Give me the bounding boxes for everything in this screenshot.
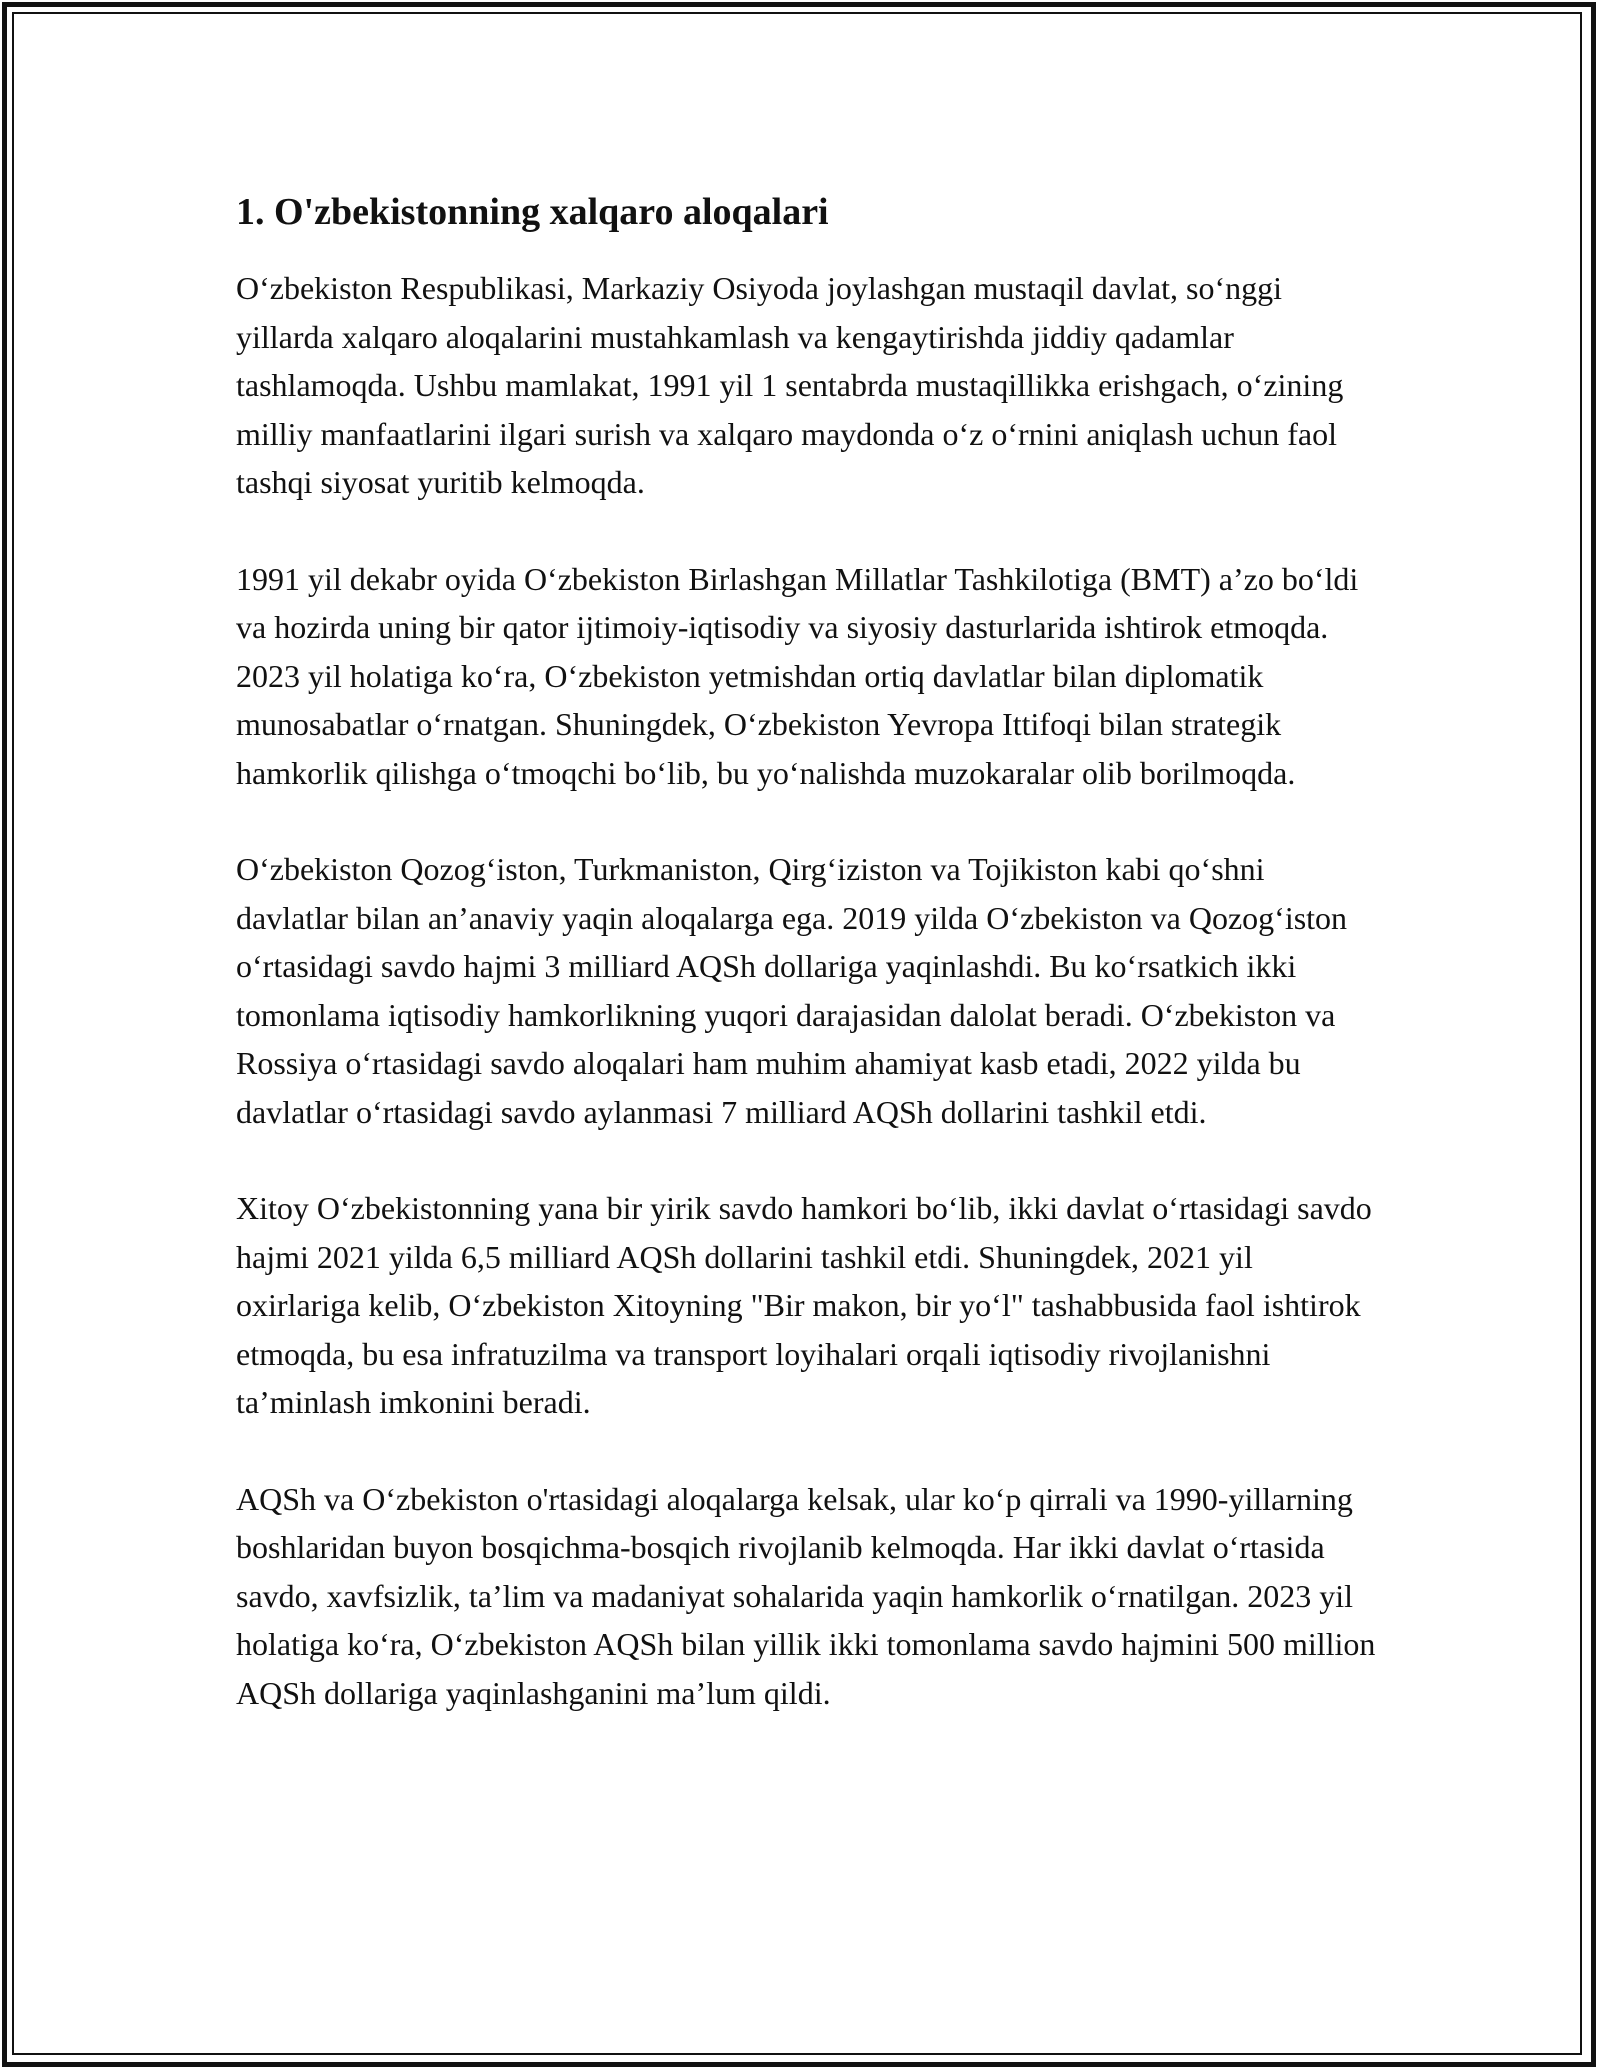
paragraph-china: Xitoy O‘zbekistonning yana bir yirik savdo hamkori bo‘lib, ikki davlat o‘rtasidagi savdo hajmi 2021 yilda 6,5 milliard AQSh dollarini tashkil etdi. Shuningdek, 2021 yil oxirlariga kelib, O‘zbekiston Xitoyning "Bir makon, bir yo‘l" tashabbusida faol ishtirok etmoqda, bu esa infratuzilma va transport loyihalari orqali iqtisodiy rivojlanishni ta’minlash imkonini beradi. <box>236 1190 1372 1420</box>
paragraph-neighbors: O‘zbekiston Qozog‘iston, Turkmaniston, Qirg‘iziston va Tojikiston kabi qo‘shni davlatlar bilan an’anaviy yaqin aloqalarga ega. 2019 yilda O‘zbekiston va Qozog‘iston o‘rtasidagi savdo hajmi 3 milliard AQSh dollariga yaqinlashdi. Bu ko‘rsatkich ikki tomonlama iqtisodiy hamkorlikning yuqori darajasidan dalolat beradi. O‘zbekiston va Rossiya o‘rtasidagi savdo aloqalari ham muhim ahamiyat kasb etadi, 2022 yilda bu davlatlar o‘rtasidagi savdo aylanmasi 7 milliard AQSh dollarini tashkil etdi. <box>236 851 1348 1130</box>
section-heading: 1. O'zbekistonning xalqaro aloqalari <box>236 191 829 233</box>
paragraph-intro: O‘zbekiston Respublikasi, Markaziy Osiyoda joylashgan mustaqil davlat, so‘nggi yillarda xalqaro aloqalarini mustahkamlash va kengaytirishda jiddiy qadamlar tashlamoqda. Ushbu mamlakat, 1991 yil 1 sentabrda mustaqillikka erishgach, o‘zining milliy manfaatlarini ilgari surish va xalqaro maydonda o‘z o‘rnini aniqlash uchun faol tashqi siyosat yuritib kelmoqda. <box>236 270 1344 500</box>
paragraph-usa: AQSh va O‘zbekiston o'rtasidagi aloqalarga kelsak, ular ko‘p qirrali va 1990-yillarning boshlaridan buyon bosqichma-bosqich rivojlanib kelmoqda. Har ikki davlat o‘rtasida savdo, xavfsizlik, ta’lim va madaniyat sohalarida yaqin hamkorlik o‘rnatilgan. 2023 yil holatiga ko‘ra, O‘zbekiston AQSh bilan yillik ikki tomonlama savdo hajmini 500 million AQSh dollariga yaqinlashganini ma’lum qildi. <box>236 1480 1376 1711</box>
document-body <box>236 186 1376 1717</box>
paragraph-bmt: 1991 yil dekabr oyida O‘zbekiston Birlashgan Millatlar Tashkilotiga (BMT) a’zo bo‘ldi va hozirda uning bir qator ijtimoiy-iqtisodiy va siyosiy dasturlarida ishtirok etmoqda. 2023 yil holatiga ko‘ra, O‘zbekiston yetmishdan ortiq davlatlar bilan diplomatik munosabatlar o‘rnatgan. Shuningdek, O‘zbekiston Yevropa Ittifoqi bilan strategik hamkorlik qilishga o‘tmoqchi bo‘lib, bu yo‘nalishda muzokaralar olib borilmoqda. <box>236 560 1359 791</box>
